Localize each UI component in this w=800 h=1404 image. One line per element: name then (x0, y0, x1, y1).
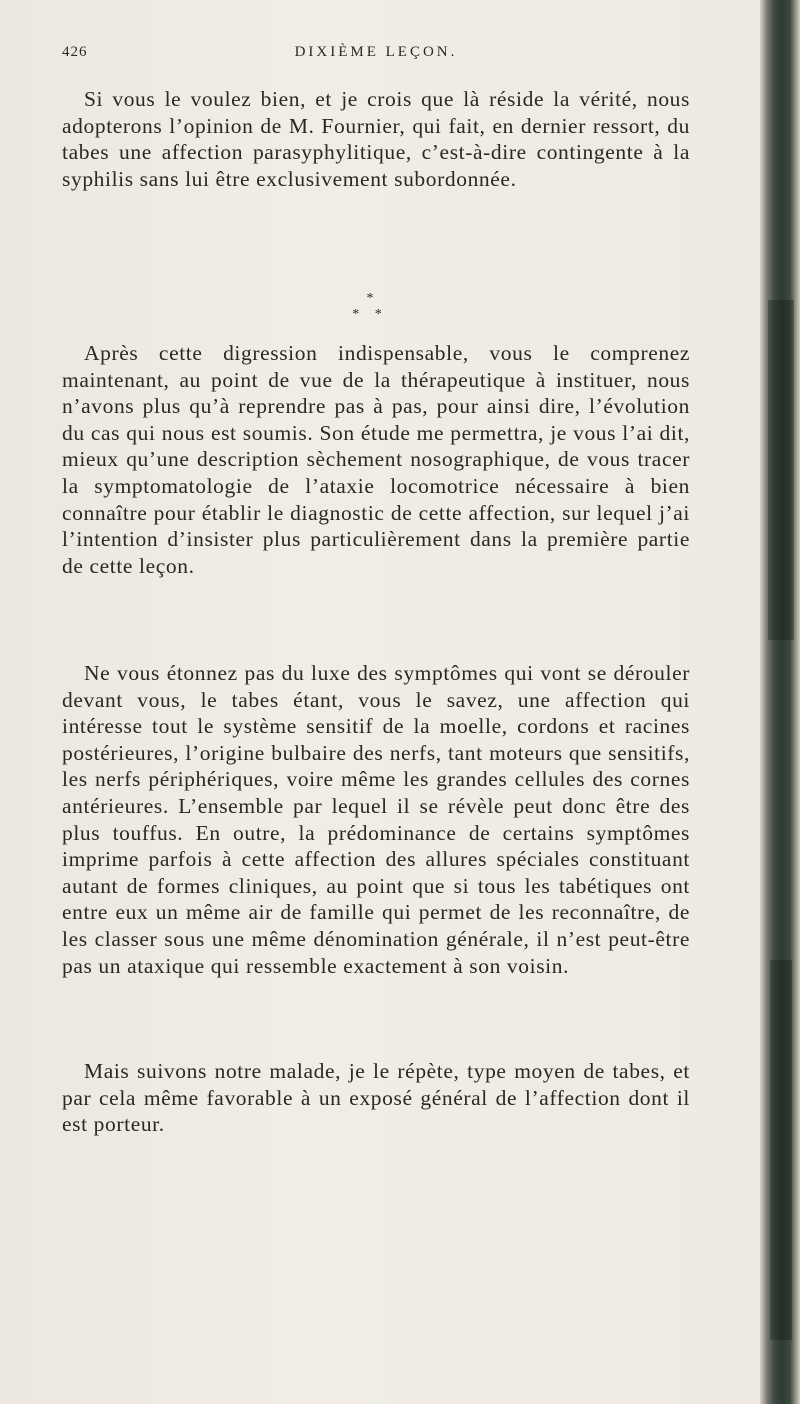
book-edge (760, 0, 800, 1404)
paragraph-1: Si vous le voulez bien, et je crois que là réside la vérité, nous adopterons l’opinion de M. Fournier, qui fait, en dernier ressort, du tabes une affection parasyphylitique, c’est-à-dire contingente à la syphilis sans lui être exclusivement subordonnée. (62, 87, 690, 191)
paragraph-3: Ne vous étonnez pas du luxe des symptômes qui vont se dérouler devant vous, le tabes étant, vous le savez, une affection qui intéresse tout le système sensitif de la moelle, cordons et racines postérieures, l’origine bulbaire des nerfs, tant moteurs que sensitifs, les nerfs périphériques, voire même les grandes cellules des cornes antérieures. L’ensemble par lequel il se révèle peut donc être des plus touffus. En outre, la prédominance de certains symptômes imprime parfois à cette affection des allures spéciales constituant autant de formes cliniques, au point que si tous les tabétiques ont entre eux un même air de famille qui permet de les reconnaître, de les classer sous une même dénomination générale, il n’est peut-être pas un ataxique qui ressemble exactement à son voisin. (62, 661, 690, 978)
paragraph-4: Mais suivons notre malade, je le répète, type moyen de tabes, et par cela même favorable à un exposé général de l’affection dont il est porteur. (62, 1059, 690, 1137)
asterism-stars-bottom: * * (352, 307, 388, 322)
running-head (62, 44, 690, 68)
asterism-star-top: * (366, 291, 374, 306)
running-title: DIXIÈME LEÇON. (294, 44, 458, 60)
page-number: 426 (62, 44, 88, 60)
paragraph-2: Après cette digression indispensable, vous le comprenez maintenant, au point de vue de la thérapeutique à instituer, nous n’avons plus qu’à reprendre pas à pas, pour ainsi dire, l’évolution du cas qui nous est soumis. Son étude me permettra, je vous l’ai dit, mieux qu’une description sèchement nosographique, de vous tracer la symptomatologie de l’ataxie locomotrice nécessaire à bien connaître pour établir le diagnostic de cette affection, sur lequel j’ai l’intention d’insister plus particulièrement dans la première partie de cette leçon. (62, 341, 690, 578)
asterism-divider (300, 292, 440, 332)
